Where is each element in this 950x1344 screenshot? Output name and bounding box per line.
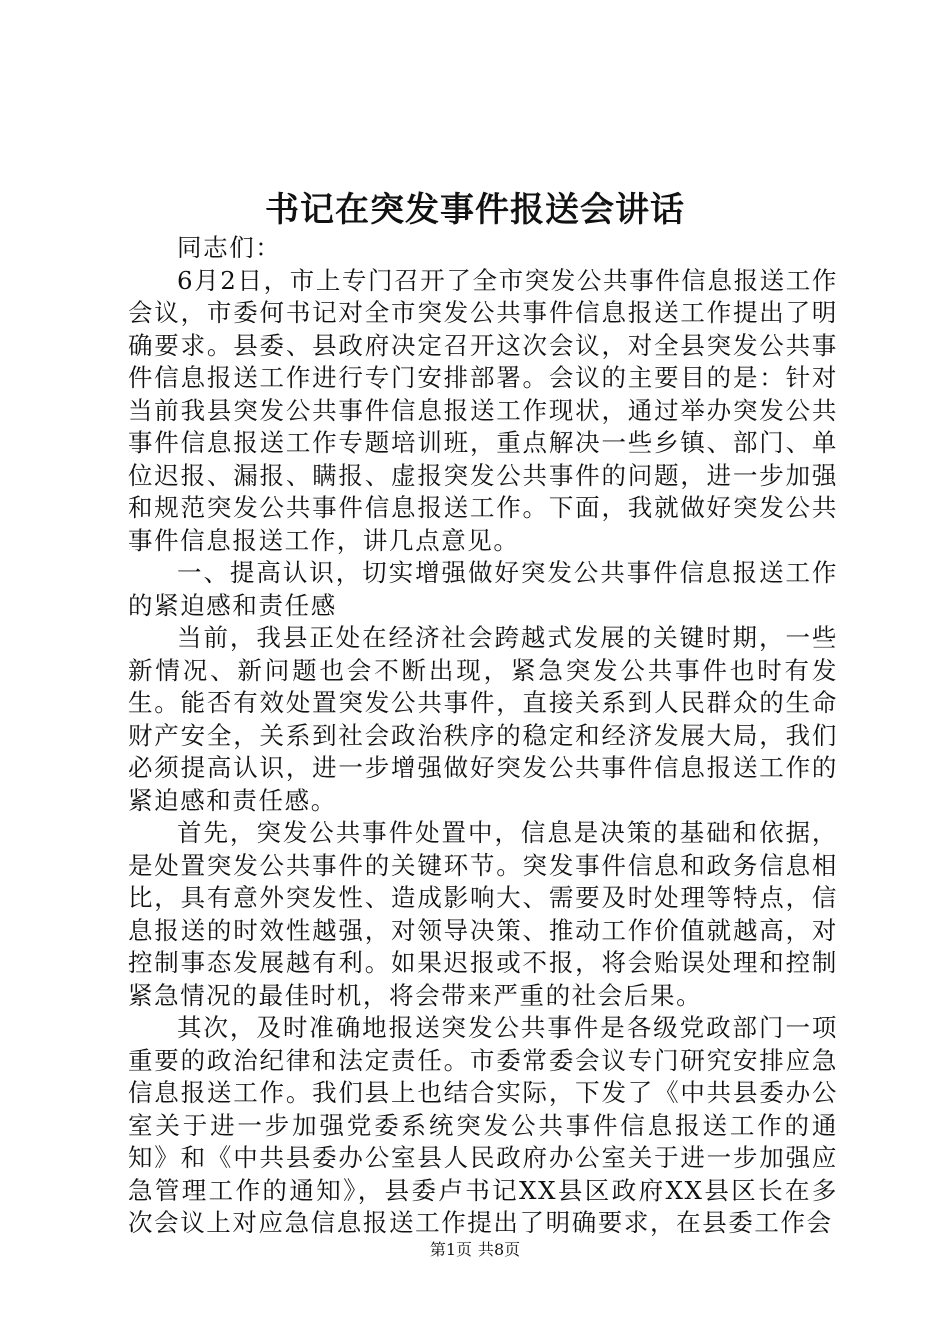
section-heading: 一、提高认识，切实增强做好突发公共事件信息报送工作的紧迫感和责任感 xyxy=(128,558,838,620)
page-total: 共8页 xyxy=(478,1240,521,1259)
paragraph: 当前，我县正处在经济社会跨越式发展的关键时期，一些新情况、新问题也会不断出现，紧急突发公共事件也时有发生。能否有效处置突发公共事件，直接关系到人民群众的生命财产安全，关系到社会政治秩序的稳定和经济发展大局，我们必须提高认识，进一步增强做好突发公共事件信息报送工作的紧迫感和责任感。 xyxy=(128,623,838,815)
page-number: 第1页 xyxy=(429,1240,472,1259)
paragraph: 其次，及时准确地报送突发公共事件是各级党政部门一项重要的政治纪律和法定责任。市委常委会议专门研究安排应急信息报送工作。我们县上也结合实际，下发了《中共县委办公室关于进一步加强党委系统突发公共事件信息报送工作的通知》和《中共县委办公室县人民政府办公室关于进一步加强应急管理工作的通知》，县委卢书记XX县区政府XX县区长在多次会议上对应急信息报送工作提出了明确要求，在县委工作会 xyxy=(128,1013,838,1237)
paragraph: 首先，突发公共事件处置中，信息是决策的基础和依据，是处置突发公共事件的关键环节。突发事件信息和政务信息相比，具有意外突发性、造成影响大、需要及时处理等特点，信息报送的时效性越强，对领导决策、推动工作价值就越高，对控制事态发展越有利。如果迟报或不报，将会贻误处理和控制紧急情况的最佳时机，将会带来严重的社会后果。 xyxy=(128,818,838,1010)
document-body xyxy=(128,232,838,1240)
paragraph: 6月2日，市上专门召开了全市突发公共事件信息报送工作会议，市委何书记对全市突发公共事件信息报送工作提出了明确要求。县委、县政府决定召开这次会议，对全县突发公共事件信息报送工作进行专门安排部署。会议的主要目的是：针对当前我县突发公共事件信息报送工作现状，通过举办突发公共事件信息报送工作专题培训班，重点解决一些乡镇、部门、单位迟报、漏报、瞒报、虚报突发公共事件的问题，进一步加强和规范突发公共事件信息报送工作。下面，我就做好突发公共事件信息报送工作，讲几点意见。 xyxy=(128,265,838,555)
page-footer xyxy=(0,1238,950,1262)
document-title: 书记在突发事件报送会讲话 xyxy=(265,190,685,230)
salutation: 同志们： xyxy=(177,233,282,262)
